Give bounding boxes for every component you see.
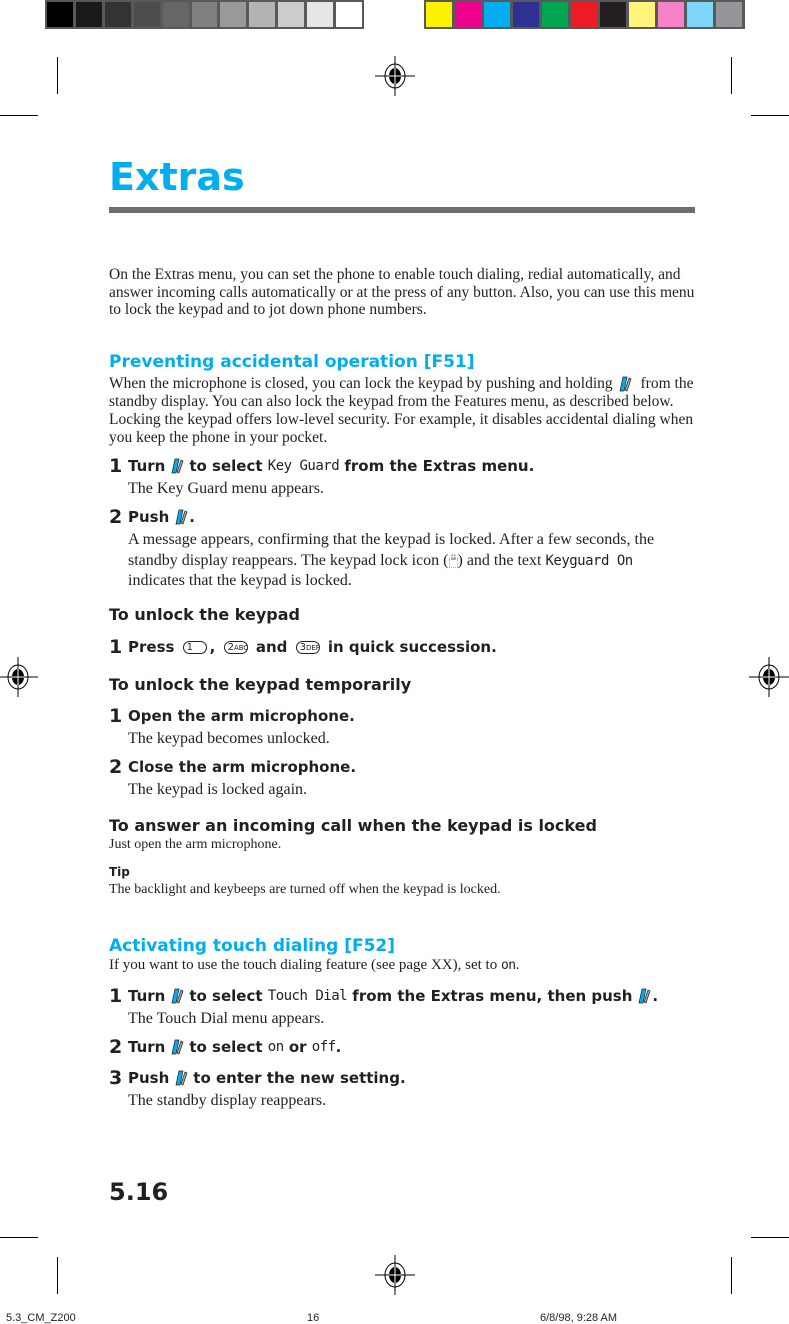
unlock-step: 1 Press 1 , 2ABC and 3DEF in quick succession. <box>109 636 497 658</box>
color-swatch <box>307 2 333 27</box>
crop-mark <box>751 1237 789 1238</box>
registration-mark-icon <box>375 1255 415 1295</box>
color-swatch <box>484 2 510 27</box>
crop-mark <box>57 1257 58 1294</box>
page-number: 5.16 <box>109 1178 169 1206</box>
key-3-icon: 3DEF <box>296 641 320 654</box>
color-swatch <box>542 2 568 27</box>
section-heading-f51: Preventing accidental operation [F51] <box>109 352 475 372</box>
jog-dial-icon <box>169 1038 185 1056</box>
crop-mark <box>0 1237 38 1238</box>
color-swatch <box>134 2 160 27</box>
crop-mark <box>57 57 58 94</box>
color-swatch <box>455 2 481 27</box>
temp-step-2: 2 Close the arm microphone. The keypad is locked again. <box>109 756 357 798</box>
color-swatch <box>47 2 73 27</box>
footer-date: 6/8/98, 9:28 AM <box>540 1312 618 1324</box>
color-swatch <box>220 2 246 27</box>
color-swatch <box>426 2 452 27</box>
tip-label: Tip <box>109 865 130 879</box>
color-swatch <box>249 2 275 27</box>
color-swatch <box>600 2 626 27</box>
intro-paragraph: On the Extras menu, you can set the phone to enable touch dialing, redial automatically, and answer incoming calls automatically or at the press of any button. Also, you can use this menu to lock the keypad and to jot down phone numbers. <box>109 266 695 318</box>
section-f51-paragraph: When the microphone is closed, you can lock the keypad by pushing and holding from the standby display. You can also lock the keypad from the Features menu, as described below. Locking the keypad offers low-level security. For example, it disables accidental dialing when you keep the phone in your pocket. <box>109 375 694 447</box>
f52-step-2: 2 Turn to select on or off . <box>109 1036 342 1058</box>
color-swatch <box>76 2 102 27</box>
color-swatch <box>716 2 742 27</box>
title-rule <box>109 207 695 213</box>
color-swatch <box>687 2 713 27</box>
jog-dial-icon <box>173 1069 189 1087</box>
color-swatch <box>571 2 597 27</box>
registration-mark-icon <box>0 657 38 697</box>
crop-mark <box>731 57 732 94</box>
jog-dial-icon <box>636 987 652 1005</box>
f52-step-3: 3 Push to enter the new setting. The standby display reappears. <box>109 1067 406 1109</box>
footer-page: 16 <box>307 1312 320 1324</box>
jog-dial-icon <box>173 508 189 526</box>
color-swatch <box>278 2 304 27</box>
section-heading-f52: Activating touch dialing [F52] <box>109 936 396 956</box>
temp-step-1: 1 Open the arm microphone. The keypad becomes unlocked. <box>109 705 355 747</box>
color-calibration-bar <box>424 0 745 29</box>
answer-text: Just open the arm microphone. <box>109 837 282 852</box>
keypad-lock-icon <box>449 554 458 568</box>
color-swatch <box>336 2 362 27</box>
step-2-push: 2 Push . A message appears, confirming that the keypad is locked. After a few seconds, the standby display reappears. The keypad lock icon ( ) and the text Keyguard On indicates that the keypad is locked. <box>109 506 655 589</box>
footer-filename: 5.3_CM_Z200 <box>6 1312 76 1324</box>
color-swatch <box>192 2 218 27</box>
color-swatch <box>163 2 189 27</box>
tip-text: The backlight and keybeeps are turned off when the keypad is locked. <box>109 882 501 897</box>
color-swatch <box>658 2 684 27</box>
registration-mark-icon <box>749 657 789 697</box>
crop-mark <box>751 115 789 116</box>
page-title: Extras <box>109 155 245 199</box>
unlock-temporarily-heading: To unlock the keypad temporarily <box>109 675 412 694</box>
registration-mark-icon <box>375 56 415 96</box>
answer-heading: To answer an incoming call when the keypad is locked <box>109 816 597 835</box>
jog-dial-icon <box>169 987 185 1005</box>
color-swatch <box>629 2 655 27</box>
jog-dial-icon <box>617 375 633 393</box>
color-swatch <box>105 2 131 27</box>
crop-mark <box>0 115 38 116</box>
unlock-heading: To unlock the keypad <box>109 605 300 624</box>
step-1-key-guard: 1 Turn to select Key Guard from the Extras menu. The Key Guard menu appears. <box>109 455 535 497</box>
grayscale-calibration-bar <box>45 0 364 29</box>
color-swatch <box>513 2 539 27</box>
section-f52-intro: If you want to use the touch dialing feature (see page XX), set to on. <box>109 957 520 973</box>
crop-mark <box>731 1257 732 1294</box>
key-2-icon: 2ABC <box>224 641 248 654</box>
key-1-icon: 1 <box>183 641 207 654</box>
jog-dial-icon <box>169 457 185 475</box>
f52-step-1: 1 Turn to select Touch Dial from the Extras menu, then push . The Touch Dial menu appears. <box>109 985 659 1027</box>
